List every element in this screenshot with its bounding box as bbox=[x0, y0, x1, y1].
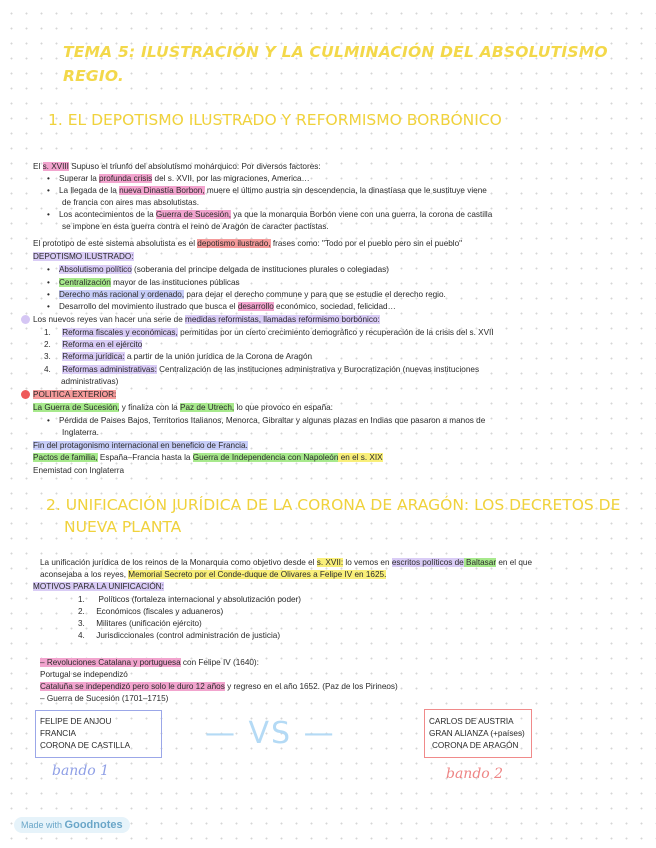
fin-text: Fin del protagonismo internacional en beneficio de Francia. bbox=[33, 441, 248, 450]
bando2-box bbox=[424, 709, 532, 758]
factor-highlight: Guerra de Sucesión, bbox=[155, 210, 232, 219]
reforma-highlight: Reforma jurídica: bbox=[62, 352, 125, 361]
reforma-num: 4. bbox=[44, 365, 51, 374]
factor-item: • Los acontecimientos de la Guerra de Sucesión, ya que la monarquia Borbón viene con una guerra, la corona de castilla bbox=[47, 210, 493, 219]
badge-brand: Goodnotes bbox=[64, 819, 123, 831]
utrech-highlight: Paz de Utrech, bbox=[180, 403, 235, 412]
bando2-line: CORONA DE ARAGÓN bbox=[432, 741, 519, 750]
bando1-line: FELIPE DE ANJOU bbox=[40, 717, 112, 726]
goodnotes-badge bbox=[14, 817, 130, 833]
factor-pre: Los acontecimientos de la bbox=[58, 210, 156, 219]
motivo-text: Militares (unificación ejército) bbox=[96, 619, 202, 628]
independencia-highlight: Guerra de Independencia con Napoleón bbox=[192, 453, 339, 462]
depot-highlight: Absolutismo político bbox=[58, 265, 132, 274]
factor-item: • Superar la profunda crisis del s. XVII, por las migraciones, America… bbox=[47, 174, 310, 183]
pactos-highlight: Pactos de familia, bbox=[33, 453, 98, 462]
prototipo-line bbox=[33, 238, 462, 249]
factor-post: ya que la monarquia Borbón viene con una guerra, la corona de castilla bbox=[231, 210, 493, 219]
guerra-sucesion-line: – Guerra de Sucesión (1701–1715) bbox=[40, 694, 169, 703]
reforma-item bbox=[44, 327, 494, 338]
guerra-post: lo que provoco en españa: bbox=[234, 403, 333, 412]
vs-label: — VS — bbox=[205, 716, 336, 751]
factor-highlight: profunda crisis bbox=[99, 174, 153, 183]
bando2-label: bando 2 bbox=[446, 766, 504, 782]
perdida-text: Pérdida de Paises Bajos, Territorios Italianos, Menorca, Gibraltar y algunas plazas en Indias que pasaron a manos de bbox=[58, 416, 486, 425]
cataluna-line bbox=[40, 681, 398, 692]
reforma-post: a partir de la unión jurídica de la Corona de Aragón bbox=[124, 352, 313, 361]
depot-item: • Centralización mayor de las instituciones públicas bbox=[47, 278, 240, 287]
page-title-line2: REGIO. bbox=[63, 67, 124, 85]
revoluciones-highlight: – Revoluciones Catalana y portuguesa bbox=[40, 658, 181, 667]
guerra-line bbox=[33, 402, 333, 413]
motivo-num: 2. bbox=[78, 607, 85, 616]
reforma-continuation: administrativas) bbox=[61, 377, 119, 386]
page-title bbox=[63, 40, 608, 88]
section2-heading-line1: 2. UNIFICACIÓN JURÍDICA DE LA CORONA DE ARAGÓN: LOS DECRETOS DE bbox=[46, 496, 621, 514]
motivo-text: Jurisdiccionales (control administración de justicia) bbox=[96, 631, 281, 640]
cataluna-post: y regreso en el año 1652. (Paz de los Pirineos) bbox=[224, 682, 398, 691]
bando1-line: CORONA DE CASTILLA bbox=[40, 741, 131, 750]
factor-pre: La llegada de la bbox=[58, 186, 120, 195]
page-title-line1: TEMA 5: ILUSTRACIÓN Y LA CULMINACIÓN DEL ABSOLUTISMO bbox=[63, 43, 608, 61]
depot-item: • Absolutismo político (soberania del principe delgada de instituciones plurales o colegiadas) bbox=[47, 265, 389, 274]
factor-highlight: nueva Dinastía Borbon, bbox=[119, 186, 205, 195]
siglo-highlight: en el s. XIX bbox=[338, 453, 383, 462]
depot-post: económico, sociedad, felicidad… bbox=[273, 302, 396, 311]
motivo-num: 1. bbox=[78, 595, 85, 604]
reforma-highlight: Reformas administrativas: bbox=[62, 365, 157, 374]
motivo-item bbox=[78, 606, 223, 617]
depot-highlight: desarrollo bbox=[237, 302, 274, 311]
reforma-num: 3. bbox=[44, 352, 51, 361]
motivos-label bbox=[33, 581, 164, 592]
factor-post: del s. XVII, por las migraciones, America… bbox=[152, 174, 310, 183]
section1-heading: 1. EL DEPOTISMO ILUSTRADO Y REFORMISMO BORBÓNICO bbox=[48, 111, 502, 129]
section2-heading bbox=[46, 494, 620, 538]
memorial-highlight: Memorial Secreto por el Conde-duque de Olivares a Felipe IV en 1625. bbox=[128, 570, 387, 579]
prototipo-pre: El prototipo de este sistema absolutista es el bbox=[33, 239, 198, 248]
nuevos-line bbox=[33, 314, 380, 325]
pactos-mid: España–Francia hasta la bbox=[97, 453, 193, 462]
p2-pre: aconsejaba a los reyes, bbox=[40, 570, 129, 579]
p1-highlight2: escritos políticos de bbox=[391, 558, 464, 567]
bando2-line: CARLOS DE AUSTRIA bbox=[429, 717, 514, 726]
reforma-item bbox=[44, 351, 312, 362]
revoluciones-line bbox=[40, 657, 259, 668]
reforma-post: permitidas por un cierto crecimiento demográfico y recuperación de la crisis del s. XVII bbox=[177, 328, 494, 337]
motivo-text: Políticos (fortaleza internacional y absolutización poder) bbox=[98, 595, 302, 604]
prototipo-post: frases como: "Todo por el pueblo pero sin el pueblo" bbox=[270, 239, 463, 248]
perdida-item: • Pérdida de Paises Bajos, Territorios Italianos, Menorca, Gibraltar y algunas plazas en Indias que pasaron a manos de bbox=[47, 416, 486, 425]
pactos-line bbox=[33, 452, 383, 463]
unificacion-line bbox=[40, 557, 532, 568]
fin-line bbox=[33, 440, 248, 451]
cataluna-highlight: Cataluña se independizó pero solo le duro 12 años bbox=[40, 682, 225, 691]
bando2-line: GRAN ALIANZA (+países) bbox=[429, 729, 525, 738]
p1-highlight3: Baltasar bbox=[463, 558, 497, 567]
memorial-line bbox=[40, 569, 386, 580]
intro-highlight: s. XVIII bbox=[42, 162, 69, 171]
factor-continuation: se impone en esta guerra contra el reino de Aragón de caracter pactistas. bbox=[62, 222, 329, 231]
bullet-dot-purple bbox=[21, 315, 30, 324]
factor-continuation: de francia con aires mas absolutistas. bbox=[62, 198, 199, 207]
depot-pre: Desarrollo del movimiento ilustrado que busca el bbox=[58, 302, 238, 311]
reforma-highlight: Reforma fiscales y económicas, bbox=[62, 328, 178, 337]
p1-post: en el que bbox=[496, 558, 533, 567]
revoluciones-post: con Felipe IV (1640): bbox=[180, 658, 259, 667]
depot-item: • Derecho más racional y ordenado, para dejar el derecho commune y para que se estudie el derecho regio. bbox=[47, 290, 446, 299]
intro-post: Supuso el triunfo del absolutismo monárquico: Por diversos factores: bbox=[68, 162, 321, 171]
bando1-line: FRANCIA bbox=[40, 729, 76, 738]
badge-made: Made with bbox=[21, 820, 63, 830]
prototipo-highlight: depotismo ilustrado, bbox=[197, 239, 271, 248]
motivo-num: 4. bbox=[78, 631, 85, 640]
reforma-num: 1. bbox=[44, 328, 51, 337]
reforma-num: 2. bbox=[44, 340, 51, 349]
nuevos-highlight: medidas reformistas, llamadas reformismo borbónico: bbox=[185, 315, 380, 324]
guerra-mid: y finaliza con la bbox=[119, 403, 181, 412]
motivos-label-text: MOTIVOS PARA LA UNIFICACIÓN: bbox=[33, 582, 164, 591]
politica-label-text: POLITICA EXTERIOR: bbox=[33, 390, 117, 399]
depot-label bbox=[33, 251, 134, 262]
intro-line bbox=[33, 161, 321, 172]
factor-post: muere el último austria sin descendencia, la dinastíasa que le sustituye viene bbox=[204, 186, 487, 195]
section2-heading-line2: NUEVA PLANTA bbox=[64, 518, 182, 536]
reforma-item bbox=[44, 339, 142, 350]
bullet-dot-red bbox=[21, 390, 30, 399]
depot-post: para dejar el derecho commune y para que se estudie el derecho regio. bbox=[184, 290, 446, 299]
reforma-item bbox=[44, 364, 479, 375]
depot-highlight: Derecho más racional y ordenado, bbox=[58, 290, 185, 299]
depot-post: (soberania del principe delgada de instituciones plurales o colegiadas) bbox=[131, 265, 389, 274]
nuevos-pre: Los nuevos reyes van hacer una serie de bbox=[33, 315, 186, 324]
depot-label-text: DEPOTISMO ILUSTRADO: bbox=[33, 252, 134, 261]
p1-mid: lo vemos en bbox=[343, 558, 392, 567]
intro-pre: El bbox=[33, 162, 43, 171]
motivo-item bbox=[78, 630, 280, 641]
factor-item: • La llegada de la nueva Dinastía Borbon, muere el último austria sin descendencia, la dinastíasa que le sustituye viene bbox=[47, 186, 487, 195]
guerra-highlight: La Guerra de Sucesión, bbox=[33, 403, 120, 412]
depot-highlight: Centralización bbox=[58, 278, 111, 287]
enemistad-line: Enemistad con Inglaterra bbox=[33, 466, 125, 475]
politica-label bbox=[33, 389, 116, 400]
factor-pre: Superar la bbox=[58, 174, 100, 183]
motivo-item bbox=[78, 618, 202, 629]
p1-highlight: s. XVII: bbox=[316, 558, 344, 567]
bando1-box bbox=[35, 710, 162, 758]
motivo-item bbox=[78, 594, 301, 605]
depot-item: • Desarrollo del movimiento ilustrado que busca el desarrollo económico, sociedad, felicidad… bbox=[47, 302, 396, 311]
reforma-highlight: Reforma en el ejército bbox=[62, 340, 143, 349]
perdida-continuation: Inglaterra. bbox=[62, 428, 99, 437]
bando1-label: bando 1 bbox=[52, 763, 110, 779]
p1-pre: La unificación jurídica de los reinos de la Monarquia como objetivo desde el bbox=[40, 558, 317, 567]
reforma-post: Centralización de las instituciones administrativa y Burocratización (nuevas instituciones bbox=[156, 365, 480, 374]
portugal-line: Portugal se independizó bbox=[40, 670, 128, 679]
motivo-text: Económicos (fiscales y aduaneros) bbox=[96, 607, 224, 616]
motivo-num: 3. bbox=[78, 619, 85, 628]
depot-post: mayor de las instituciones públicas bbox=[110, 278, 240, 287]
